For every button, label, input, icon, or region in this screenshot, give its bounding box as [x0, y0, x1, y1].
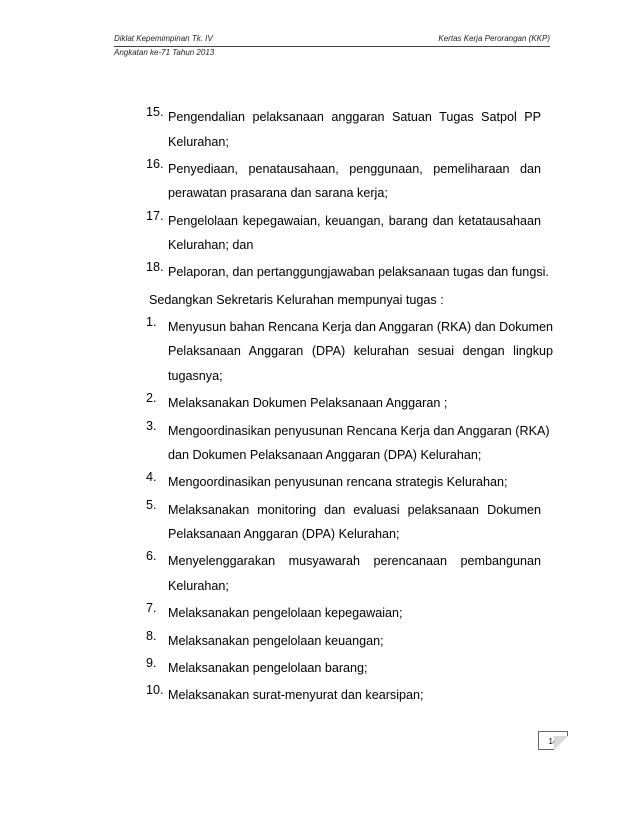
list-item-number: 10. — [146, 683, 164, 698]
list-item — [146, 683, 541, 708]
list-item — [146, 209, 541, 258]
list-item-number: 1. — [146, 314, 157, 329]
list-item-text: perawatan prasarana dan sarana kerja; — [168, 186, 388, 201]
list-item-number: 18. — [146, 260, 164, 275]
list-item-text: Penyediaan, penatausahaan, penggunaan, pemeliharaan dan — [168, 161, 541, 176]
list-item-text: Melaksanakan pengelolaan barang; — [168, 660, 368, 675]
header-divider — [114, 46, 550, 47]
header-course-title: Diklat Kepemimpinan Tk. IV — [114, 34, 213, 43]
list-item — [146, 314, 554, 389]
list-item — [146, 656, 541, 681]
document-body — [146, 105, 554, 708]
list-item-number: 7. — [146, 601, 157, 616]
list-item-text: Pengendalian pelaksanaan anggaran Satuan Tugas Satpol PP — [168, 110, 541, 124]
list-item-text: Melaksanakan pengelolaan keuangan; — [168, 633, 384, 648]
list-item — [146, 260, 549, 285]
list-item-text: Melaksanakan pengelolaan kepegawaian; — [168, 606, 403, 621]
list-item-number: 16. — [146, 156, 164, 171]
list-item — [146, 601, 541, 626]
list-item — [146, 549, 541, 598]
list-item-number: 3. — [146, 418, 157, 433]
header-batch-year: Angkatan ke-71 Tahun 2013 — [114, 48, 215, 57]
list-item-text: Melaksanakan monitoring dan evaluasi pelaksanaan Dokumen — [168, 502, 541, 517]
list-item-number: 2. — [146, 391, 157, 406]
list-item-text: Pelaporan, dan pertanggungjawaban pelaksanaan tugas dan fungsi. — [168, 265, 549, 280]
list-item-number: 15. — [146, 105, 164, 119]
list-item-text: Menyusun bahan Rencana Kerja dan Anggaran (RKA) dan Dokumen — [168, 319, 554, 334]
list-item-text: Mengoordinasikan penyusunan rencana strategis Kelurahan; — [168, 475, 508, 490]
list-item-text: Menyelenggarakan musyawarah perencanaan pembangunan — [168, 554, 541, 569]
list-item — [146, 105, 541, 154]
list-item-text: Kelurahan; dan — [168, 238, 254, 253]
list-item-text: Pelaksanaan Anggaran (DPA) Kelurahan; — [168, 527, 400, 542]
section-intro: Sedangkan Sekretaris Kelurahan mempunyai tugas : — [149, 292, 444, 307]
list-item-number: 5. — [146, 497, 157, 512]
list-item-text: Melaksanakan surat-menyurat dan kearsipan; — [168, 688, 424, 703]
list-item — [146, 629, 541, 654]
list-item-text: tugasnya; — [168, 368, 223, 383]
list-item-number: 4. — [146, 470, 157, 485]
list-item-number: 6. — [146, 549, 157, 564]
list-item — [146, 498, 541, 547]
list-item — [146, 157, 541, 206]
list-item — [146, 418, 550, 468]
page-number: 14 — [538, 731, 568, 750]
list-item-text: Pengelolaan kepegawaian, keuangan, barang dan ketatausahaan — [168, 213, 541, 228]
list-item-text: Kelurahan; — [168, 134, 229, 149]
list-item-number: 8. — [146, 628, 157, 643]
list-item-number: 9. — [146, 655, 157, 670]
list-item-text: dan Dokumen Pelaksanaan Anggaran (DPA) Kelurahan; — [168, 448, 482, 463]
list-item-text: Kelurahan; — [168, 578, 229, 593]
list-item — [146, 470, 541, 495]
header-document-title: Kertas Kerja Perorangan (KKP) — [438, 34, 550, 43]
list-item — [146, 391, 541, 416]
list-item-text: Melaksanakan Dokumen Pelaksanaan Anggaran ; — [168, 396, 448, 411]
list-item-number: 17. — [146, 208, 164, 223]
list-item-text: Mengoordinasikan penyusunan Rencana Kerja dan Anggaran (RKA) — [168, 423, 550, 438]
list-item-text: Pelaksanaan Anggaran (DPA) kelurahan sesuai dengan lingkup — [168, 344, 554, 359]
